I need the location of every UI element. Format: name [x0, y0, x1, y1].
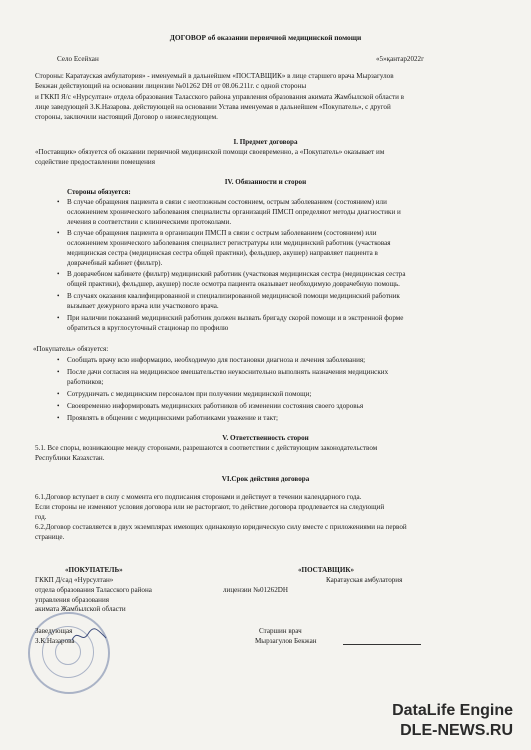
bullet-icon: •	[57, 414, 60, 422]
section-4-heading: IV. Обязанности и сторон	[224, 178, 307, 186]
section-6-line-1: 6.1.Договор вступает в силу с момента его подписания сторонами и действует в течении календарного года.	[35, 493, 362, 501]
list-item: Проявлять в общении с медицинскими работниками уважение и такт;	[67, 414, 279, 422]
list-item: вызывает дежурного врача или участкового врача.	[67, 302, 219, 310]
supplier-name: Мырзагулов Бекжан	[255, 637, 317, 645]
watermark-line-1: DataLife Engine	[392, 702, 513, 719]
section-6-line-3: год.	[35, 513, 47, 521]
parties-line-4: лице заведующей З.К.Назарова. действующей на основании Устава именуемая в дальнейшем «Покупатель», с другой	[35, 103, 391, 111]
list-item: Своевременно информировать медицинских работников об изменении состояния своего здоровья	[67, 402, 364, 410]
buyer-org-line: ГККП Д/сад «Нурсултан»	[35, 576, 114, 584]
buyer-org-line: отдела образования Таласского района	[35, 586, 152, 594]
supplier-signature-line	[343, 644, 421, 645]
buyer-org-line: акимата Жамбылской области	[35, 605, 126, 613]
parties-line-1: Стороны: Каратауская амбулатория» - именуемый в дальнейшем «ПОСТАВЩИК» в лице старшего врача Мырзагулов	[35, 72, 394, 80]
bullet-icon: •	[57, 198, 60, 206]
list-item: осложнением хронического заболевания специалисты организаций ПМСП определяют методы диагностики и	[67, 208, 401, 216]
parties-line-3: и ГККП Я/с «Нурсултан» отдела образования Таласского района управления образования акимата Жамбылской области в	[35, 93, 404, 101]
section-6-line-5: странице.	[35, 533, 65, 541]
buyer-signature-heading: «ПОКУПАТЕЛЬ»	[65, 566, 123, 574]
list-item: В случае обращения пациента в организации ПМСП в связи с острым заболеванием (состоянием) или	[67, 229, 377, 237]
buyer-role: Заведующая	[35, 627, 73, 635]
section-1-heading: I. Предмет договора	[233, 138, 298, 146]
buyer-name: З.К.Назарова	[35, 637, 75, 645]
section-6-heading: VI.Срок действия договора	[221, 475, 310, 483]
stamp-seal	[28, 612, 110, 694]
supplier-license: лицензии №01262DH	[223, 586, 288, 594]
bullet-icon: •	[57, 314, 60, 322]
list-item: В случае обращения пациента в связи с неотложным состоянием, острым заболеванием (состоянием) или	[67, 198, 387, 206]
list-item: обратиться в круглосуточный стационар по профилю	[67, 324, 229, 332]
buyer-signature	[70, 626, 110, 646]
bullet-icon: •	[57, 368, 60, 376]
list-item: При наличии показаний медицинский работник должен вызвать бригаду скорой помощи и в экстренной форме	[67, 314, 404, 322]
list-item: осложнением хронического заболевания специалист регистратуры или медицинский работник (участковая	[67, 239, 391, 247]
bullet-icon: •	[57, 292, 60, 300]
place: Село Есейхан	[57, 55, 99, 63]
list-item: Сотрудничать с медицинским персоналом при получении медицинской помощи;	[67, 390, 312, 398]
section-6-line-4: 6.2.Договор составляется в двух экземплярах имеющих одинаковую юридическую силу вместе с приложениями на первой	[35, 523, 407, 531]
list-item: В случаях оказания квалифицированной и специализированной медицинской помощи медицинский работник	[67, 292, 400, 300]
section-5-line-1: 5.1. Все споры, возникающие между сторонами, разрешаются в соответствии с действующим законодательством	[35, 444, 378, 452]
list-item: Сообщать врачу всю информацию, необходимую для постановки диагноза и лечения заболевания;	[67, 356, 366, 364]
section-4-subheading: Стороны обязуется:	[67, 188, 131, 196]
section-1-line-2: содействие предоставлении помещения	[35, 158, 155, 166]
bullet-icon: •	[57, 270, 60, 278]
list-item: лечения в соответствии с клиническими протоколами.	[67, 218, 232, 226]
supplier-signature-heading: «ПОСТАВЩИК»	[298, 566, 355, 574]
parties-line-2: Бекжан действующий на основании лицензии №01262 DH от 08.06.211г. с одной стороны	[35, 82, 307, 90]
list-item: После дачи согласия на медицинское вмешательство неукоснительно выполнять назначения медицинских	[67, 368, 389, 376]
list-item: В доврачебном кабинете (фильтр) медицинский работник (участковая медицинская сестра (медицинская сестра	[67, 270, 406, 278]
bullet-icon: •	[57, 356, 60, 364]
section-1-line-1: «Поставщик» обязуется об оказании первичной медицинской помощи своевременно, а «Покупатель» оказывает им	[35, 148, 385, 156]
list-item: медицинская сестра (медицинская сестра общей практики), фельдшер, акушер) направляет пациента в	[67, 249, 378, 257]
list-item: работников;	[67, 378, 104, 386]
buyer-obligations-heading: «Покупатель» обязуется:	[33, 345, 109, 353]
supplier-role: Старшин врач	[259, 627, 302, 635]
supplier-org: Каратауская амбулатория	[326, 576, 403, 584]
bullet-icon: •	[57, 229, 60, 237]
date: «5»қантар2022г	[376, 55, 425, 63]
list-item: доврачебный кабинет (фильтр).	[67, 259, 163, 267]
section-5-heading: V. Ответственность сторон	[222, 434, 309, 442]
section-5-line-2: Республики Казахстан.	[35, 454, 105, 462]
bullet-icon: •	[57, 390, 60, 398]
document-title: ДОГОВОР об оказании первичной медицинской помощи	[169, 33, 362, 42]
section-6-line-2: Если стороны не изменяют условия договора или не расторгают, то действие договора продлевается на следующий	[35, 503, 385, 511]
bullet-icon: •	[57, 402, 60, 410]
watermark-line-2: DLE-NEWS.RU	[400, 722, 513, 739]
buyer-org-line: управления образования	[35, 596, 110, 604]
list-item: общей практики), фельдшер, акушер) после осмотра пациента оказывает необходимую доврачебную помощь.	[67, 280, 400, 288]
parties-line-5: стороны, заключили настоящий Договор о нижеследующем.	[35, 113, 218, 121]
